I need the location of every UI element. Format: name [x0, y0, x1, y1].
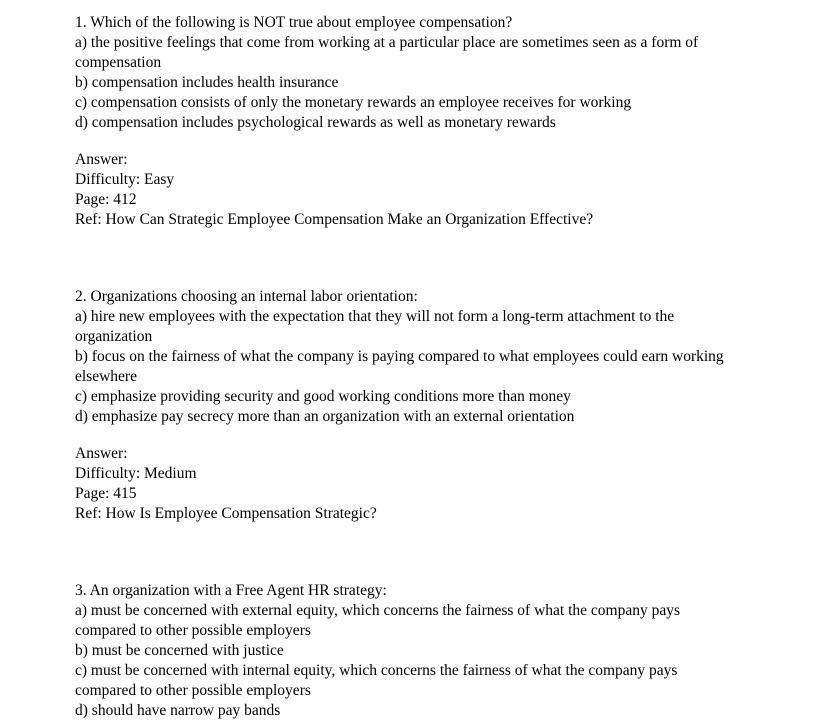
option-c: c) emphasize providing security and good working conditions more than money: [75, 388, 571, 405]
option-d: d) compensation includes psychological rewards as well as monetary rewards: [75, 114, 556, 131]
answer-section: [75, 150, 739, 230]
option-c: c) must be concerned with internal equity, which concerns the fairness of what the company pays compared to other possible employers: [75, 662, 678, 699]
answer-line: Answer:: [75, 151, 128, 168]
option-b: b) compensation includes health insurance: [75, 74, 339, 91]
question-text: 2. Organizations choosing an internal labor orientation:: [75, 288, 418, 305]
question-text: 3. An organization with a Free Agent HR strategy:: [75, 582, 387, 599]
answer-section: [75, 444, 739, 524]
option-d: d) should have narrow pay bands: [75, 702, 281, 719]
page-line: Page: 412: [75, 191, 137, 208]
option-b: b) must be concerned with justice: [75, 642, 284, 659]
question-block-1: [75, 13, 739, 230]
question-text: 1. Which of the following is NOT true about employee compensation?: [75, 14, 513, 31]
option-c: c) compensation consists of only the monetary rewards an employee receives for working: [75, 94, 632, 111]
answer-line: Answer:: [75, 445, 128, 462]
difficulty-line: Difficulty: Easy: [75, 171, 175, 188]
option-a: a) the positive feelings that come from working at a particular place are sometimes seen as a form of compensation: [75, 34, 699, 71]
question-block-2: [75, 287, 739, 524]
option-b: b) focus on the fairness of what the company is paying compared to what employees could earn working elsewhere: [75, 348, 724, 385]
option-a: a) hire new employees with the expectation that they will not form a long-term attachment to the organization: [75, 308, 675, 345]
ref-line: Ref: How Is Employee Compensation Strategic?: [75, 505, 377, 522]
question-block-3: [75, 581, 739, 721]
page-line: Page: 415: [75, 485, 137, 502]
option-a: a) must be concerned with external equity, which concerns the fairness of what the company pays compared to other possible employers: [75, 602, 681, 639]
ref-line: Ref: How Can Strategic Employee Compensation Make an Organization Effective?: [75, 211, 594, 228]
option-d: d) emphasize pay secrecy more than an organization with an external orientation: [75, 408, 575, 425]
difficulty-line: Difficulty: Medium: [75, 465, 197, 482]
